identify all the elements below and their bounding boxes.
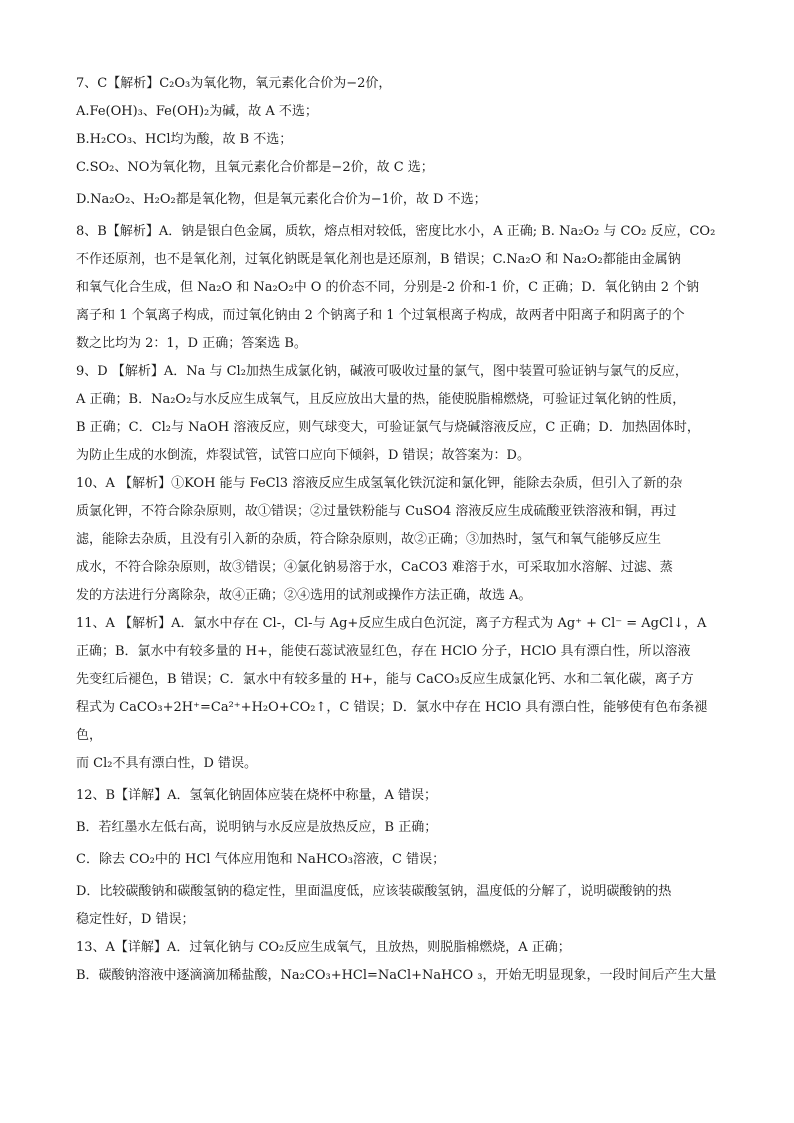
q7-option-d: D.Na₂O₂、H₂O₂都是氧化物，但是氧元素化合价为−1价，故 D 不选； <box>76 192 487 207</box>
q10-line: 10、A 【解析】①KOH 能与 FeCl3 溶液反应生成氢氧化铁沉淀和氯化钾，能除去杂质，但引入了新的杂 <box>76 476 683 491</box>
q8-line: 数之比均为 2：1，D 正确；答案选 B。 <box>76 336 307 351</box>
q9-line: A 正确；B．Na₂O₂与水反应生成氧气，且反应放出大量的热，能使脱脂棉燃烧，可验证过氧化钠的性质， <box>76 392 686 407</box>
q11-line: 程式为 CaCO₃+2H⁺=Ca²⁺+H₂O+CO₂↑，C 错误；D．氯水中存在 HClO 具有漂白性，能够使有色布条褪色， <box>76 700 708 743</box>
q13-line: 13、A【详解】A．过氧化钠与 CO₂反应生成氧气，且放热，则脱脂棉燃烧，A 正确； <box>76 940 571 955</box>
q10-line: 发的方法进行分离除杂，故④正确；②④选用的试剂或操作方法正确，故选 A。 <box>76 588 532 603</box>
q13-line: B．碳酸钠溶液中逐滴滴加稀盐酸，Na₂CO₃+HCl=NaCl+NaHCO ₃，开始无明显现象，一段时间后产生大量 <box>76 968 717 983</box>
q7-option-b: B.H₂CO₃、HCl均为酸，故 B 不选； <box>76 132 293 147</box>
q8-line: 不作还原剂，也不是氧化剂，过氧化钠既是氧化剂也是还原剂，B 错误；C.Na₂O 和 Na₂O₂都能由金属钠 <box>76 252 681 267</box>
q7-option-a: A.Fe(OH)₃、Fe(OH)₂为碱，故 A 不选； <box>76 104 318 119</box>
q12-line: D．比较碳酸钠和碳酸氢钠的稳定性，里面温度低，应该装碳酸氢钠，温度低的分解了，说明碳酸钠的热 <box>76 884 672 899</box>
q8-line: 和氧气化合生成，但 Na₂O 和 Na₂O₂中 O 的价态不同，分别是-2 价和-1 价，C 正确；D．氧化钠由 2 个钠 <box>76 280 700 295</box>
q10-line: 滤，能除去杂质，且没有引入新的杂质，符合除杂原则，故②正确；③加热时，氢气和氧气能够反应生 <box>76 532 662 547</box>
q8-line: 离子和 1 个氧离子构成，而过氧化钠由 2 个钠离子和 1 个过氧根离子构成，故两者中阳离子和阴离子的个 <box>76 308 685 323</box>
q9-line: 为防止生成的水倒流，炸裂试管，试管口应向下倾斜，D 错误；故答案为：D。 <box>76 448 530 463</box>
q10-line: 成水，不符合除杂原则，故③错误；④氯化钠易溶于水，CaCO3 难溶于水，可采取加水溶解、过滤、蒸 <box>76 560 673 575</box>
q7-heading <box>76 70 720 98</box>
q11-line: 11、A 【解析】A．氯水中存在 Cl-，Cl-与 Ag+反应生成白色沉淀，离子方程式为 Ag⁺ + Cl⁻ = AgCl↓，A <box>76 616 707 631</box>
answer-line: 7、C【解析】C₂O₃为氧化物，氧元素化合价为−2价， <box>76 76 392 91</box>
answer-key-page <box>76 70 720 990</box>
q12-line: 稳定性好，D 错误； <box>76 912 195 927</box>
q11-line: 正确；B．氯水中有较多量的 H+，能使石蕊试液显红色，存在 HClO 分子，HClO 具有漂白性，所以溶液 <box>76 644 691 659</box>
q9-line: B 正确；C．Cl₂与 NaOH 溶液反应，则气球变大，可验证氯气与烧碱溶液反应，C 正确；D．加热固体时， <box>76 420 700 435</box>
q8-line: 8、B【解析】A．钠是银白色金属，质软，熔点相对较低，密度比水小，A 正确; B. Na₂O₂ 与 CO₂ 反应，CO₂ <box>76 224 716 239</box>
q7-option-c: C.SO₂、NO为氧化物，且氧元素化合价都是−2价，故 C 选； <box>76 160 434 175</box>
q9-line: 9、D 【解析】A．Na 与 Cl₂加热生成氯化钠，碱液可吸收过量的氯气，图中装置可验证钠与氯气的反应， <box>76 364 688 379</box>
q12-line: C．除去 CO₂中的 HCl 气体应用饱和 NaHCO₃溶液，C 错误； <box>76 852 446 867</box>
q10-line: 质氯化钾，不符合除杂原则，故①错误；②过量铁粉能与 CuSO4 溶液反应生成硫酸亚铁溶液和铜，再过 <box>76 504 677 519</box>
q12-line: B．若红墨水左低右高，说明钠与水反应是放热反应，B 正确； <box>76 820 438 835</box>
q11-line: 而 Cl₂不具有漂白性，D 错误。 <box>76 756 258 771</box>
q12-line: 12、B【详解】A．氢氧化钠固体应装在烧杯中称量，A 错误； <box>76 788 438 803</box>
q11-line: 先变红后褪色，B 错误；C．氯水中有较多量的 H+，能与 CaCO₃反应生成氯化钙、水和二氧化碳，离子方 <box>76 672 694 687</box>
